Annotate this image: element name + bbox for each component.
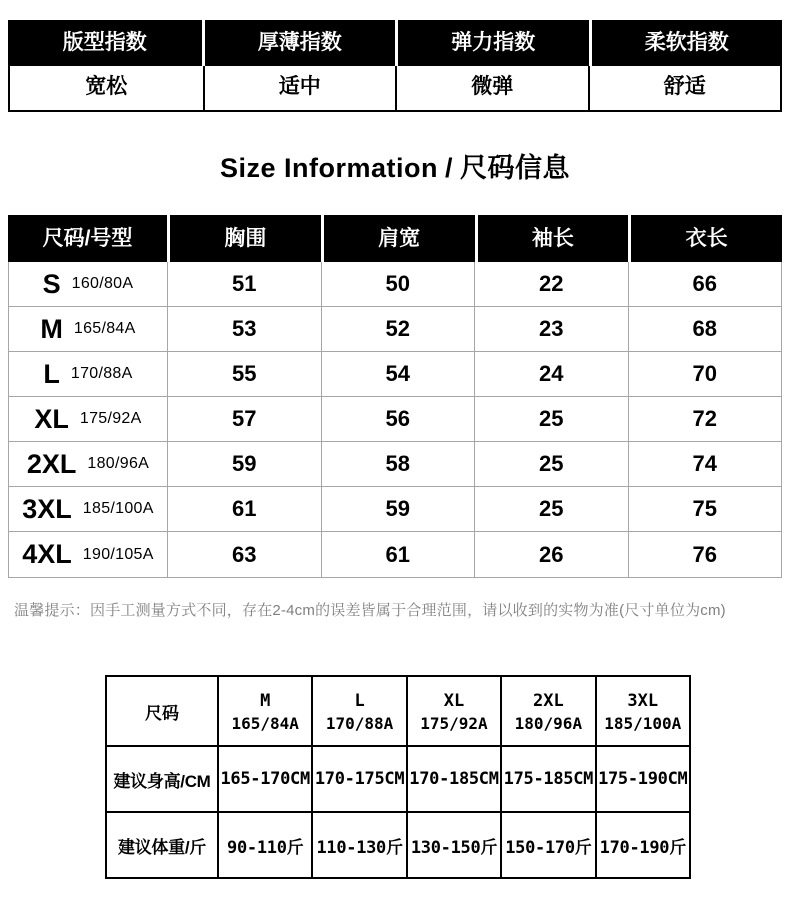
indicator-value-row [8, 66, 782, 112]
length-value: 66 [628, 262, 782, 306]
indicator-label-elasticity: 弹力指数 [395, 20, 589, 66]
size-spec: 190/105A [82, 545, 154, 563]
length-value: 70 [628, 352, 782, 396]
bust-value: 53 [167, 307, 321, 351]
indicator-value-thickness: 适中 [203, 66, 396, 110]
sleeve-value: 25 [474, 442, 628, 486]
bust-value: 63 [167, 532, 321, 577]
rec-col-size: 2XL [533, 690, 564, 711]
rec-col-spec: 165/84A [231, 714, 299, 734]
rec-col-2xl [501, 676, 595, 746]
length-value: 75 [628, 487, 782, 531]
sleeve-value: 24 [474, 352, 628, 396]
size-cell [9, 487, 167, 531]
indicator-label-fit: 版型指数 [8, 20, 202, 66]
shoulder-value: 58 [321, 442, 475, 486]
sleeve-value: 23 [474, 307, 628, 351]
table-row-xl [9, 397, 781, 442]
height-row-label: 建议身高/CM [106, 746, 218, 812]
weight-value: 110-130斤 [312, 812, 406, 878]
shoulder-value: 56 [321, 397, 475, 441]
length-value: 72 [628, 397, 782, 441]
rec-col-size: 3XL [627, 690, 659, 711]
size-label: S [42, 268, 61, 299]
size-spec: 165/84A [73, 320, 136, 337]
size-cell [9, 262, 167, 306]
length-value: 76 [628, 532, 782, 577]
page-title-separator: / [445, 153, 454, 183]
indicator-value-elasticity: 微弹 [395, 66, 588, 110]
size-label: XL [34, 403, 69, 434]
length-value: 68 [628, 307, 782, 351]
page-title [0, 146, 790, 185]
size-cell [9, 352, 167, 396]
table-row-l [9, 352, 781, 397]
rec-col-spec: 180/96A [514, 714, 583, 734]
col-header-size: 尺码/号型 [8, 215, 167, 262]
size-label: 3XL [22, 493, 72, 524]
weight-value: 130-150斤 [407, 812, 501, 878]
height-value: 175-190CM [596, 746, 690, 812]
weight-value: 170-190斤 [596, 812, 690, 878]
table-row-3xl [9, 487, 781, 532]
indicator-value-fit: 宽松 [10, 66, 203, 110]
size-label: M [40, 313, 63, 344]
size-label: 4XL [22, 539, 72, 569]
size-spec: 175/92A [79, 410, 142, 427]
size-table-header [8, 215, 782, 262]
size-cell [9, 532, 167, 577]
rec-col-3xl [596, 676, 690, 746]
recommended-weight-row [106, 812, 690, 878]
sleeve-value: 25 [474, 397, 628, 441]
weight-value: 150-170斤 [501, 812, 595, 878]
recommendation-header-row [106, 676, 690, 746]
size-spec: 180/96A [87, 455, 150, 472]
recommended-height-row [106, 746, 690, 812]
size-label: L [43, 358, 60, 389]
col-header-length: 衣长 [628, 215, 782, 262]
sleeve-value: 25 [474, 487, 628, 531]
size-spec: 170/88A [70, 365, 133, 382]
height-value: 175-185CM [501, 746, 595, 812]
shoulder-value: 54 [321, 352, 475, 396]
table-row-s [9, 262, 781, 307]
table-row-m [9, 307, 781, 352]
bust-value: 61 [167, 487, 321, 531]
recommendation-table [105, 675, 691, 879]
height-value: 170-175CM [312, 746, 406, 812]
rec-col-size: XL [443, 690, 465, 711]
weight-value: 90-110斤 [218, 812, 312, 878]
rec-corner-label: 尺码 [106, 676, 218, 746]
rec-col-xl [407, 676, 501, 746]
indicator-label-softness: 柔软指数 [589, 20, 783, 66]
size-cell [9, 307, 167, 351]
indicator-header-row [8, 20, 782, 66]
weight-row-label: 建议体重/斤 [106, 812, 218, 878]
table-row-4xl [9, 532, 781, 577]
bust-value: 57 [167, 397, 321, 441]
size-cell [9, 442, 167, 486]
rec-col-spec: 185/100A [604, 714, 682, 734]
shoulder-value: 59 [321, 487, 475, 531]
col-header-sleeve: 袖长 [475, 215, 629, 262]
sleeve-value: 26 [474, 532, 628, 577]
page-title-en: Size Information [219, 153, 438, 183]
height-value: 170-185CM [407, 746, 501, 812]
bust-value: 51 [167, 262, 321, 306]
page-title-zh: 尺码信息 [460, 153, 571, 183]
shoulder-value: 52 [321, 307, 475, 351]
size-table-body [8, 262, 782, 578]
bust-value: 59 [167, 442, 321, 486]
size-label: 2XL [26, 448, 77, 479]
size-table [8, 215, 782, 578]
height-value: 165-170CM [218, 746, 312, 812]
indicator-value-softness: 舒适 [588, 66, 781, 110]
sleeve-value: 22 [474, 262, 628, 306]
shoulder-value: 50 [321, 262, 475, 306]
rec-col-size: M [260, 690, 271, 711]
indicator-label-thickness: 厚薄指数 [202, 20, 396, 66]
size-spec: 185/100A [82, 500, 154, 517]
length-value: 74 [628, 442, 782, 486]
col-header-shoulder: 肩宽 [321, 215, 475, 262]
rec-col-m [218, 676, 312, 746]
shoulder-value: 61 [321, 532, 475, 577]
rec-col-spec: 170/88A [325, 714, 394, 734]
bust-value: 55 [167, 352, 321, 396]
rec-col-spec: 175/92A [420, 714, 488, 734]
rec-col-l [312, 676, 406, 746]
size-cell [9, 397, 167, 441]
rec-col-size: L [354, 690, 365, 711]
size-spec: 160/80A [71, 275, 134, 292]
col-header-bust: 胸围 [167, 215, 321, 262]
table-row-2xl [9, 442, 781, 487]
measurement-note: 温馨提示：因手工测量方式不同，存在2-4cm的误差皆属于合理范围，请以收到的实物为准(尺寸单位为cm) [14, 602, 726, 619]
indicator-table [8, 20, 782, 112]
